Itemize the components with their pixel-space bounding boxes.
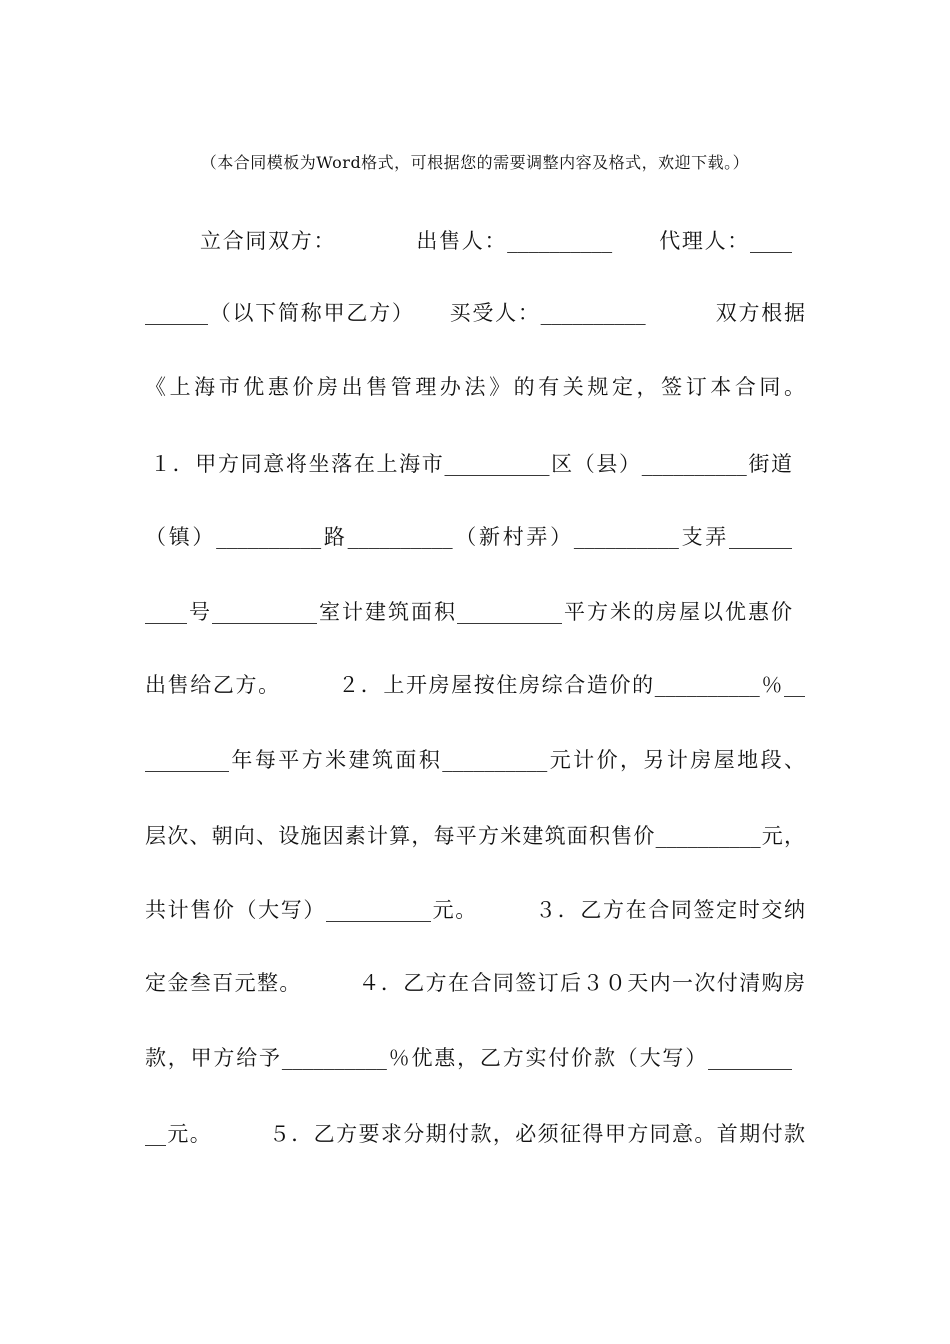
clause-5-line: __元。 ５．乙方要求分期付款，必须征得甲方同意。首期付款: [145, 1122, 805, 1146]
contract-line-basis: 《上海市优惠价房出售管理办法》的有关规定，签订本合同。: [145, 375, 805, 399]
clause-1-line-3: ____号__________室计建筑面积__________平方米的房屋以优惠价: [145, 600, 792, 624]
clause-2-line-2: ________年每平方米建筑面积__________元计价，另计房屋地段、: [145, 748, 805, 772]
clause-4-line-2: 款，甲方给予__________％优惠，乙方实付价款（大写）________: [145, 1046, 792, 1070]
contract-line-parties: 立合同双方： 出售人：__________ 代理人：____: [200, 229, 792, 253]
contract-line-buyer: ______（以下简称甲乙方） 买受人：__________ 双方根据: [145, 301, 805, 325]
clause-2-line-3: 层次、朝向、设施因素计算，每平方米建筑面积售价__________元，: [145, 824, 805, 848]
template-note: （本合同模板为Word格式，可根据您的需要调整内容及格式，欢迎下载。）: [200, 153, 750, 172]
clause-3-line: 共计售价（大写）__________元。 ３．乙方在合同签定时交纳: [145, 898, 805, 922]
clause-1-line-2: （镇）__________路__________（新村弄）__________支弄______: [145, 525, 792, 549]
clause-1-line-1: １．甲方同意将坐落在上海市__________区（县）__________街道: [150, 452, 792, 476]
clause-2-line-1: 出售给乙方。 ２．上开房屋按住房综合造价的__________％__: [145, 673, 805, 697]
clause-4-line-1: 定金叁百元整。 ４．乙方在合同签订后３０天内一次付清购房: [145, 971, 805, 995]
